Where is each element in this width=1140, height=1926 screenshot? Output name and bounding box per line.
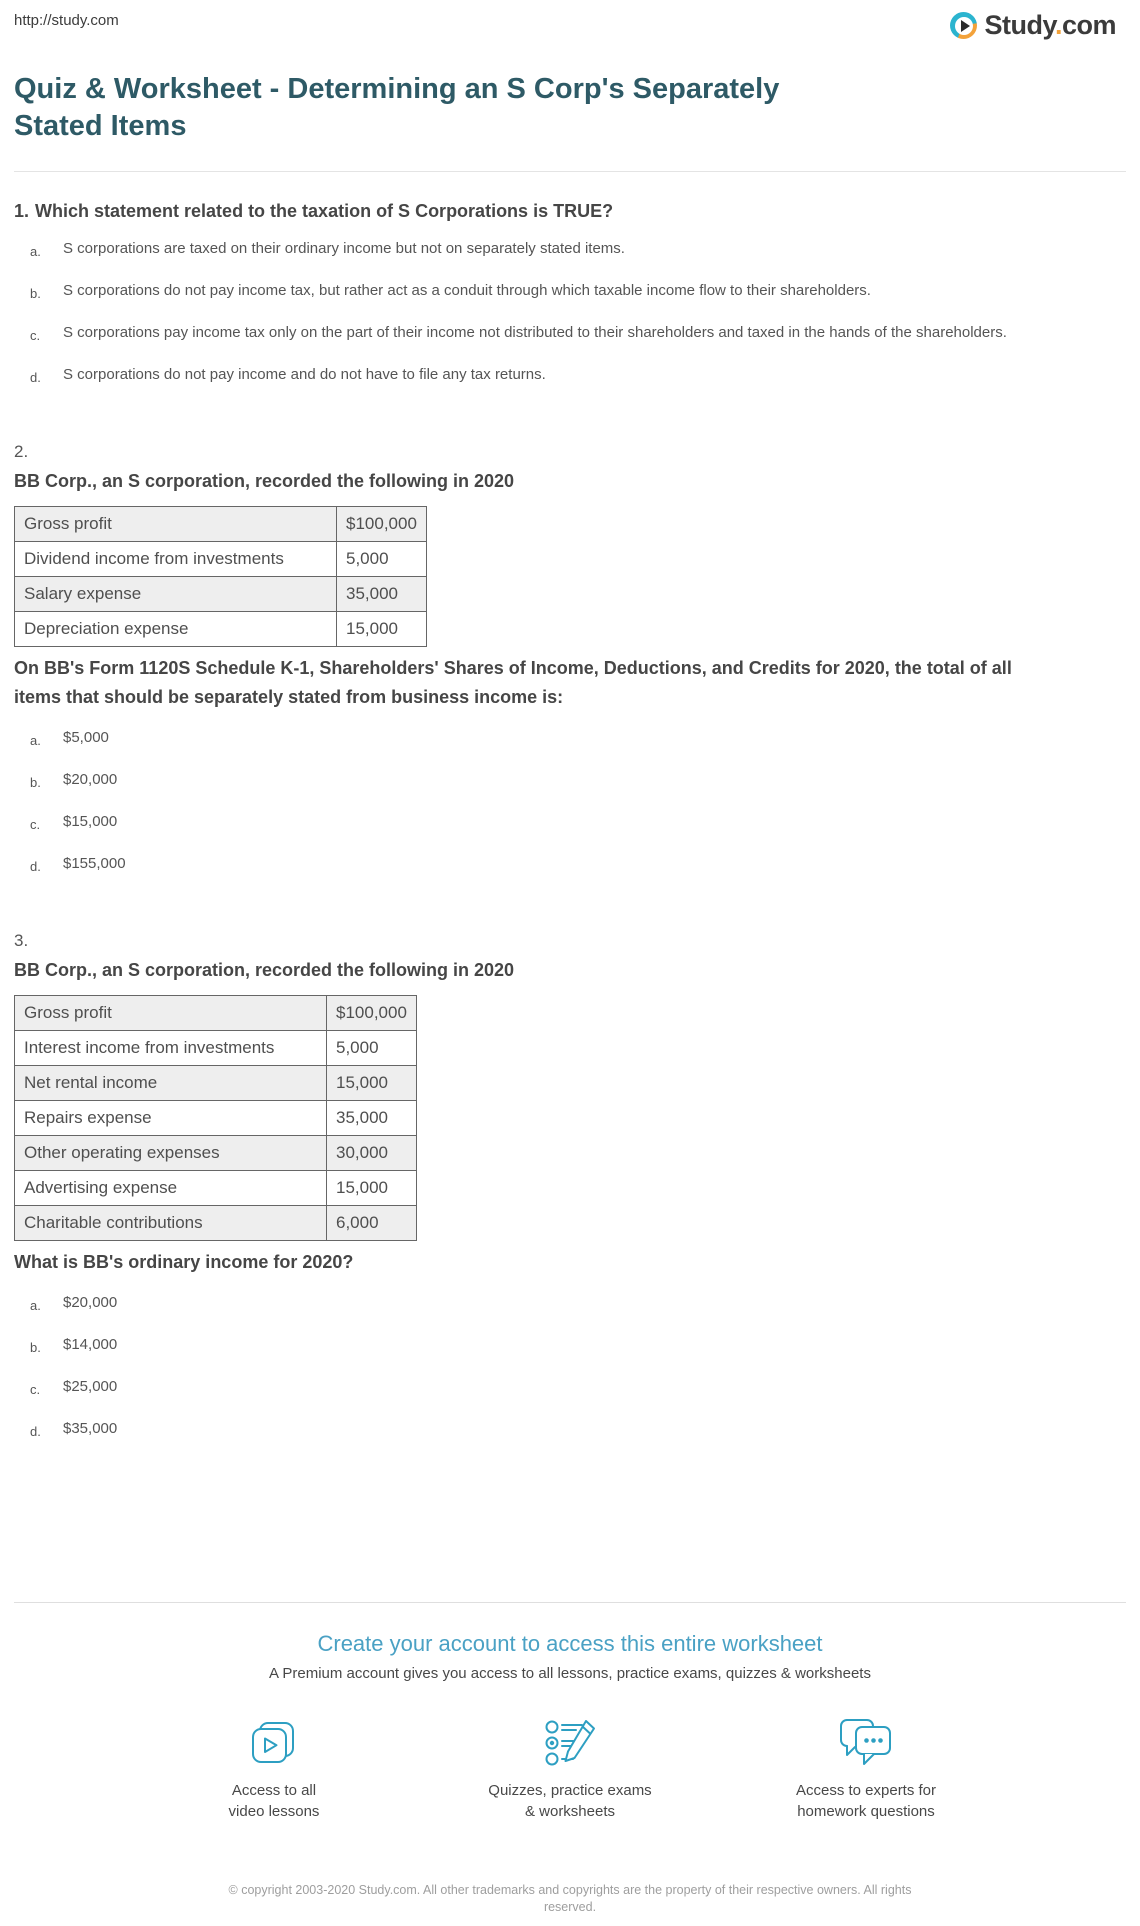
table-item-label: Gross profit [15,507,337,542]
table-item-label: Depreciation expense [15,612,337,647]
question-2 [14,442,1126,882]
table-item-label: Advertising expense [15,1171,327,1206]
question-1-heading [14,199,1126,223]
question-1-prompt: Which statement related to the taxation of S Corporations is TRUE? [35,201,614,221]
option-letter: b. [30,775,41,790]
question-2-intro: BB Corp., an S corporation, recorded the following in 2020 [14,471,515,491]
table-row [15,1136,417,1171]
option-letter: c. [30,328,41,343]
table-item-label: Gross profit [15,996,327,1031]
option-letter: d. [30,370,41,385]
feature-label-line2: homework questions [797,1803,935,1820]
table-item-label: Dividend income from investments [15,542,337,577]
option-text: $35,000 [63,1420,118,1437]
source-url: http://study.com [14,12,119,29]
table-row [15,1066,417,1101]
table-item-label: Repairs expense [15,1101,327,1136]
option-letter: b. [30,286,41,301]
study-logo [950,10,1116,41]
question-2-options [14,722,1126,882]
table-item-label: Net rental income [15,1066,327,1101]
copyright-notice: © copyright 2003-2020 Study.com. All other trademarks and copyrights are the property of their respective owners. All rights reserved. [228,1883,912,1914]
option-text: S corporations are taxed on their ordinary income but not on separately stated items. [63,240,625,257]
answer-option [30,722,1126,756]
option-text: $155,000 [63,855,126,872]
logo-dot: . [1054,10,1062,40]
option-text: $14,000 [63,1336,118,1353]
table-row [15,612,427,647]
option-letter: c. [30,817,41,832]
feature-label [229,1780,320,1822]
create-account-link[interactable]: Create your account to access this entire worksheet [317,1631,823,1656]
feature-label [796,1780,936,1822]
logo-study-text: Study [984,10,1055,40]
option-text: S corporations pay income tax only on the part of their income not distributed to their shareholders and taxed in the hands of the shareholders. [63,324,1007,341]
answer-option [30,1329,1126,1363]
table-item-value: 15,000 [327,1066,417,1101]
answer-option [30,275,1126,309]
option-letter: c. [30,1382,41,1397]
table-item-label: Salary expense [15,577,337,612]
option-text: $15,000 [63,813,118,830]
answer-option [30,233,1126,267]
table-row [15,1171,417,1206]
option-text: $20,000 [63,1294,118,1311]
option-text: $20,000 [63,771,118,788]
feature-quizzes [470,1718,670,1822]
answer-option [30,317,1126,351]
question-1-number: 1. [14,201,30,221]
title-divider [14,171,1126,172]
table-item-value: $100,000 [327,996,417,1031]
feature-label-line1: Access to all [231,1782,317,1799]
table-row [15,577,427,612]
page-title: Quiz & Worksheet - Determining an S Corp's Separately Stated Items [14,73,780,142]
table-item-label: Charitable contributions [15,1206,327,1241]
option-letter: a. [30,244,41,259]
question-3-number: 3. [14,931,29,950]
quiz-pencil-icon [543,1718,597,1768]
account-footer [14,1602,1126,1926]
feature-label-line1: Access to experts for [795,1782,937,1799]
answer-option [30,806,1126,840]
table-item-value: 30,000 [327,1136,417,1171]
answer-option [30,764,1126,798]
feature-label [488,1780,651,1822]
play-circle-logo-icon [950,12,977,39]
option-text: $5,000 [63,729,109,746]
table-row [15,542,427,577]
table-row [15,507,427,542]
answer-option [30,359,1126,393]
option-text: $25,000 [63,1378,118,1395]
option-letter: a. [30,733,41,748]
question-3-prompt: What is BB's ordinary income for 2020? [14,1252,354,1272]
feature-label-line1: Quizzes, practice exams [488,1782,652,1799]
option-letter: b. [30,1340,41,1355]
feature-video-lessons [174,1718,374,1822]
table-row [15,1206,417,1241]
question-1-options [14,233,1126,393]
answer-option [30,1371,1126,1405]
question-3 [14,931,1126,1447]
option-letter: a. [30,1298,41,1313]
table-item-label: Interest income from investments [15,1031,327,1066]
table-row [15,1031,417,1066]
table-row [15,1101,417,1136]
feature-experts [766,1718,966,1822]
question-2-prompt: On BB's Form 1120S Schedule K-1, Shareholders' Shares of Income, Deductions, and Credits for 2020, the total of all items that should be separately stated from business income is: [14,658,1012,707]
option-letter: d. [30,1424,41,1439]
table-item-value: 5,000 [327,1031,417,1066]
option-text: S corporations do not pay income and do not have to file any tax returns. [63,366,546,383]
option-letter: d. [30,859,41,874]
question-3-table [14,995,417,1241]
logo-text [984,10,1116,41]
table-item-value: 6,000 [327,1206,417,1241]
question-3-intro: BB Corp., an S corporation, recorded the following in 2020 [14,960,515,980]
logo-com-text: com [1061,10,1116,40]
feature-label-line2: & worksheets [524,1803,616,1820]
table-row [15,996,417,1031]
table-item-value: $100,000 [337,507,427,542]
answer-option [30,1413,1126,1447]
feature-label-line2: video lessons [228,1803,320,1820]
page-header [14,0,1126,41]
answer-option [30,848,1126,882]
table-item-label: Other operating expenses [15,1136,327,1171]
question-1 [14,199,1126,393]
table-item-value: 5,000 [337,542,427,577]
premium-subtitle: A Premium account gives you access to all lessons, practice exams, quizzes & worksheets [269,1665,871,1682]
question-2-table [14,506,427,647]
answer-option [30,1287,1126,1321]
table-item-value: 15,000 [327,1171,417,1206]
table-item-value: 35,000 [327,1101,417,1136]
question-3-options [14,1287,1126,1447]
option-text: S corporations do not pay income tax, but rather act as a conduit through which taxable income flow to their shareholders. [63,282,871,299]
chat-bubbles-icon [837,1718,895,1768]
table-item-value: 35,000 [337,577,427,612]
table-item-value: 15,000 [337,612,427,647]
feature-list [14,1718,1126,1822]
video-lessons-icon [248,1718,300,1768]
question-2-number: 2. [14,442,29,461]
